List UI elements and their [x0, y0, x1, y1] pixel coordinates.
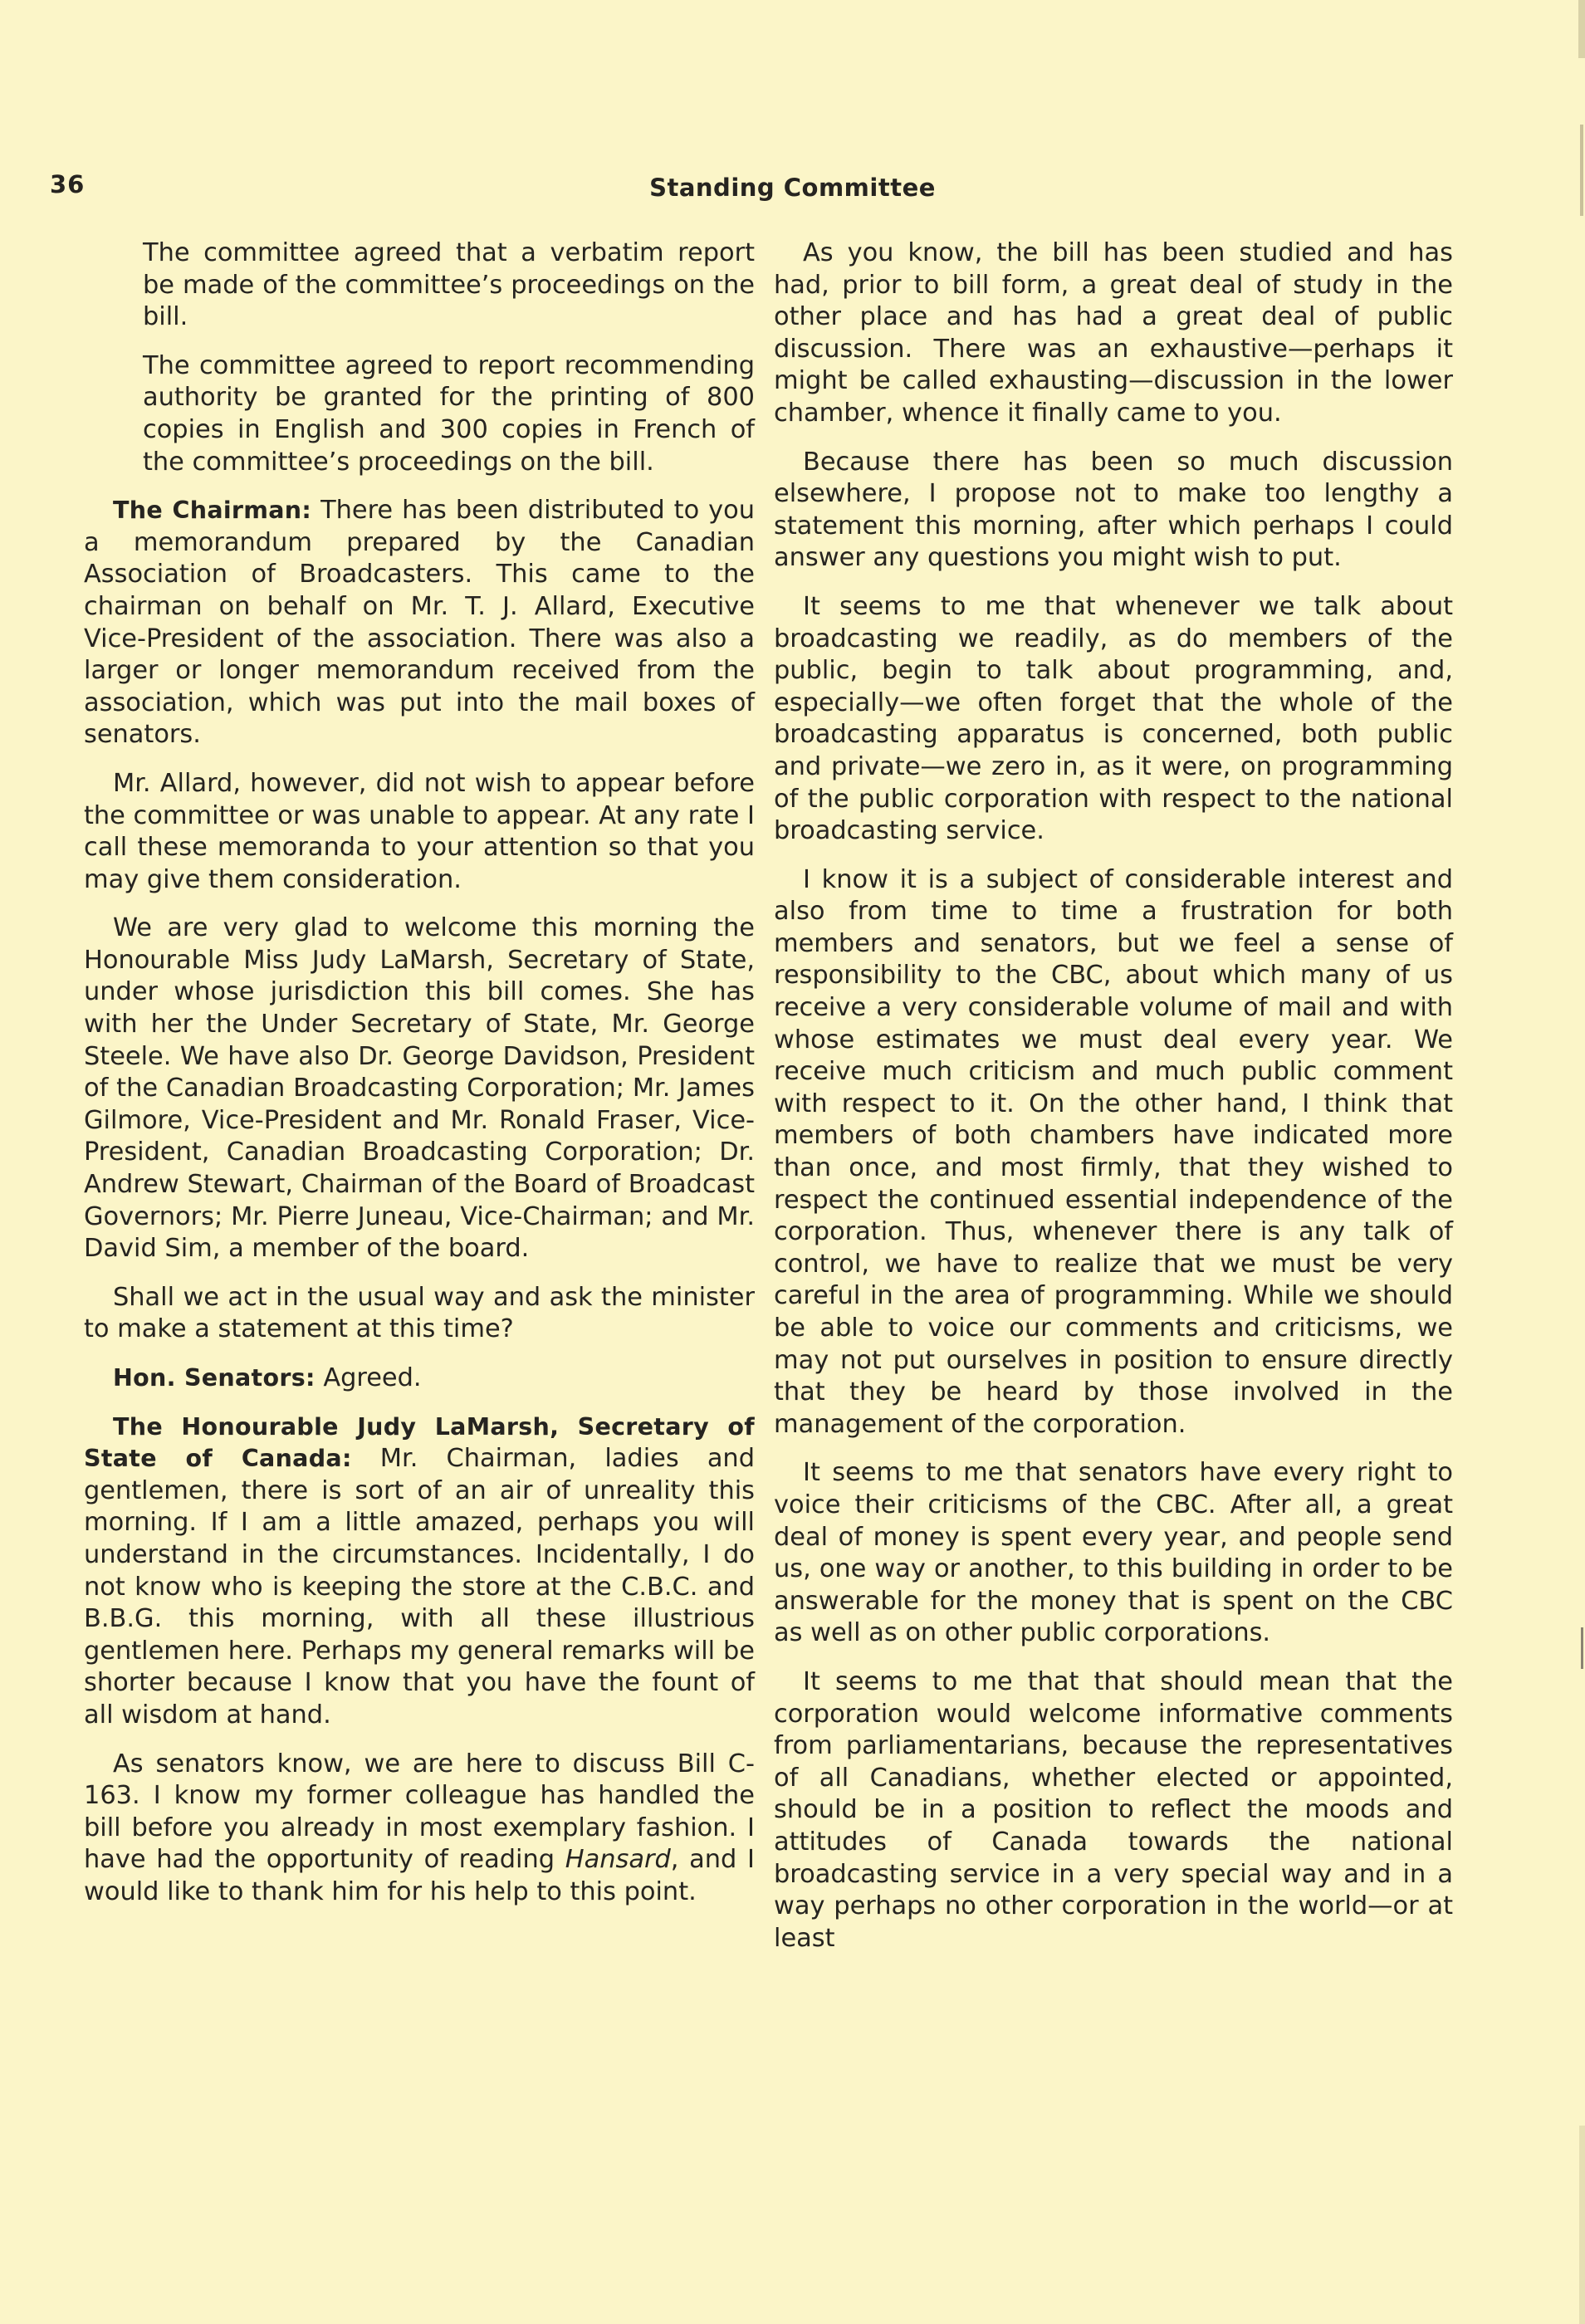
paragraph: It seems to me that senators have every right to voice their criticisms of the CBC. After all, a great deal of money is spent every year, and people send us, one way or another, to this building in order to be answerable for the money that is spent on the CBC as well as on other public corporations. — [774, 1458, 1453, 1648]
hansard-title: Hansard — [565, 1845, 671, 1875]
paragraph: It seems to me that whenever we talk about broadcasting we readily, as do members of the public, begin to talk about programming, and, especially—we often forget that the whole of the broadcasting apparatus is concerned, both public and private—we zero in, as it were, on programming of the public corporation with respect to the national broadcasting service. — [774, 591, 1453, 846]
right-column — [774, 237, 1453, 1971]
speaker-name: Hon. Senators: — [113, 1364, 316, 1392]
speech-text: Agreed. — [315, 1363, 422, 1392]
left-column — [84, 237, 755, 1925]
paragraph: The committee agreed to report recommending authority be granted for the printing of 800 copies in English and 300 copies in French of the committee’s proceedings on the bill. — [143, 350, 755, 477]
speech-text: , and I would like to thank him for his help to this point. — [84, 1845, 755, 1906]
paragraph: I know it is a subject of considerable interest and also from time to time a frustration for both members and senators, but we feel a sense of responsibility to the CBC, about which many of us receive a very considerable volume of mail and with whose estimates we must deal every year. We receive much criticism and much public comment with respect to it. On the other hand, I think that members of both chambers have indicated more than once, and most firmly, that they wished to respect the continued essential independence of the corporation. Thus, whenever there is any talk of control, we have to realize that we must be very careful in the area of programming. While we should be able to voice our comments and criticisms, we may not put ourselves in position to ensure directly that they be heard by those involved in the management of the corporation. — [774, 864, 1453, 1439]
paragraph: Shall we act in the usual way and ask the minister to make a statement at this time? — [84, 1282, 755, 1344]
speaker-name: The Chairman: — [113, 497, 312, 525]
paragraph: Mr. Allard, however, did not wish to appear before the committee or was unable to appear. At any rate I call these memoranda to your attention so that you may give them consideration. — [84, 768, 755, 894]
paragraph: We are very glad to welcome this morning the Honourable Miss Judy LaMarsh, Secretary of State, under whose jurisdiction this bill comes. She has with her the Under Secretary of State, Mr. George Steele. We have also Dr. George Davidson, President of the Canadian Broadcasting Corporation; Mr. James Gilmore, Vice-President and Mr. Ronald Fraser, Vice-President, Canadian Broadcasting Corporation; Dr. Andrew Stewart, Chairman of the Board of Broadcast Governors; Mr. Pierre Juneau, Vice-Chairman; and Mr. David Sim, a member of the board. — [84, 913, 755, 1264]
speaker-name: The Honourable Judy LaMarsh, Secretary of State of Canada: — [84, 1412, 755, 1473]
paragraph — [84, 1363, 755, 1395]
paragraph — [84, 1749, 755, 1909]
running-head: Standing Committee — [649, 174, 936, 202]
paragraph: Because there has been so much discussion elsewhere, I propose not to make too lengthy a statement this morning, after which perhaps I could answer any questions you might wish to put. — [774, 447, 1453, 573]
page-edge-marks — [1568, 0, 1585, 2324]
paragraph: As you know, the bill has been studied and has had, prior to bill form, a great deal of study in the other place and has had a great deal of public discussion. There was an exhaustive—perhaps it might be called exhausting—discussion in the lower chamber, whence it finally came to you. — [774, 238, 1453, 428]
speech-text: As senators know, we are here to discuss Bill C-163. I know my former colleague has handled the bill before you already in most exemplary fashion. I have had the opportunity of reading — [84, 1749, 755, 1875]
speech-text: Mr. Chairman, ladies and gentlemen, there is sort of an air of unreality this morning. If I am a little amazed, perhaps you will understand in the circumstances. Incidentally, I do not know who is keeping the store at the C.B.C. and B.B.G. this morning, with all these illustrious gentlemen here. Perhaps my general remarks will be shorter because I know that you have the fount of all wisdom at hand. — [84, 1444, 755, 1730]
paragraph — [84, 495, 755, 751]
page-number: 36 — [50, 170, 86, 198]
paragraph: It seems to me that that should mean that the corporation would welcome informative comments from parliamentarians, because the representatives of all Canadians, whether elected or appointed, should be in a position to reflect the moods and attitudes of Canada towards the national broadcasting service in a very special way and in a way perhaps no other corporation in the world—or at least — [774, 1666, 1453, 1953]
speech-text: There has been distributed to you a memorandum prepared by the Canadian Association of Broadcasters. This came to the chairman on behalf on Mr. T. J. Allard, Executive Vice-President of the association. There was also a larger or longer memorandum received from the association, which was put into the mail boxes of senators. — [84, 496, 755, 750]
paragraph: The committee agreed that a verbatim report be made of the committee’s proceedings on the bill. — [143, 238, 755, 332]
paragraph — [84, 1412, 755, 1732]
